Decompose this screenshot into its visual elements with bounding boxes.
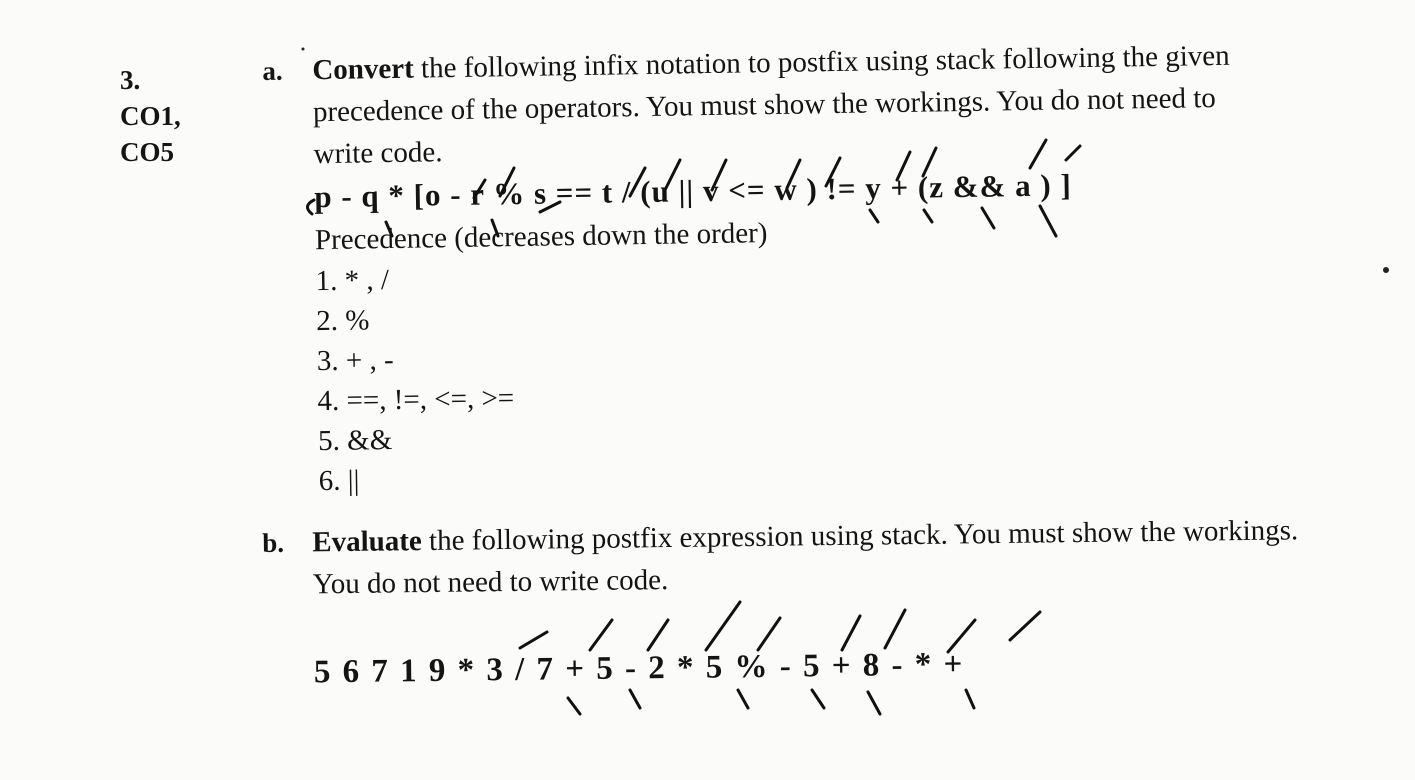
precedence-item: 5. &&: [317, 424, 393, 458]
pen-mark: [812, 690, 824, 708]
course-outcome-1: CO1,: [120, 101, 181, 131]
part-b-instruction-line-2: You do not need to write code.: [312, 564, 669, 601]
pen-mark: [706, 602, 740, 650]
part-a-body: [312, 33, 1379, 502]
precedence-item: 2. %: [316, 304, 370, 338]
pen-mark: [568, 698, 580, 714]
part-b-line-1-text: the following postfix expression using stack. You must show the workings.: [421, 514, 1299, 558]
precedence-item: 6. ||: [318, 464, 360, 498]
question-number: 3.: [120, 65, 141, 95]
part-a-lead-word: Convert: [312, 52, 415, 87]
part-a-line-1-text: the following infix notation to postfix using stack following the given: [413, 39, 1230, 85]
part-a-instruction-line-2: precedence of the operators. You must show the workings. You do not need to: [312, 82, 1217, 129]
speck: [1383, 267, 1389, 273]
pen-mark: [868, 692, 880, 714]
part-a-instruction-line-3: write code.: [313, 136, 443, 171]
infix-expression: p - q * [o - r % s == t / (u || v <= w ) != y + (z && a ) ]: [314, 167, 1073, 215]
part-b-body: [312, 508, 1373, 605]
pen-mark: [1010, 612, 1040, 640]
postfix-expression: 5 6 7 1 9 * 3 / 7 + 5 - 2 * 5 % - 5 + 8 - * +: [313, 646, 963, 691]
part-b-lead-word: Evaluate: [312, 525, 423, 559]
pen-mark: [966, 690, 974, 708]
pen-mark: [630, 690, 640, 708]
pen-mark: [520, 632, 547, 648]
question-number-block: [120, 62, 181, 170]
pen-mark: [885, 610, 905, 648]
precedence-title: Precedence (decreases down the order): [314, 217, 768, 257]
pen-mark: [590, 620, 612, 650]
precedence-item: 4. ==, !=, <=, >=: [317, 382, 515, 418]
precedence-item: 3. + , -: [316, 343, 394, 378]
course-outcome-2: CO5: [120, 137, 174, 167]
pen-mark: [648, 620, 668, 650]
pen-mark: [738, 690, 748, 708]
speck: [302, 48, 305, 51]
precedence-item: 1. * , /: [315, 264, 390, 298]
part-b-label: b.: [262, 527, 285, 558]
precedence-list: [315, 245, 1379, 502]
pen-mark: [307, 200, 314, 214]
part-a-label: a.: [262, 55, 283, 86]
